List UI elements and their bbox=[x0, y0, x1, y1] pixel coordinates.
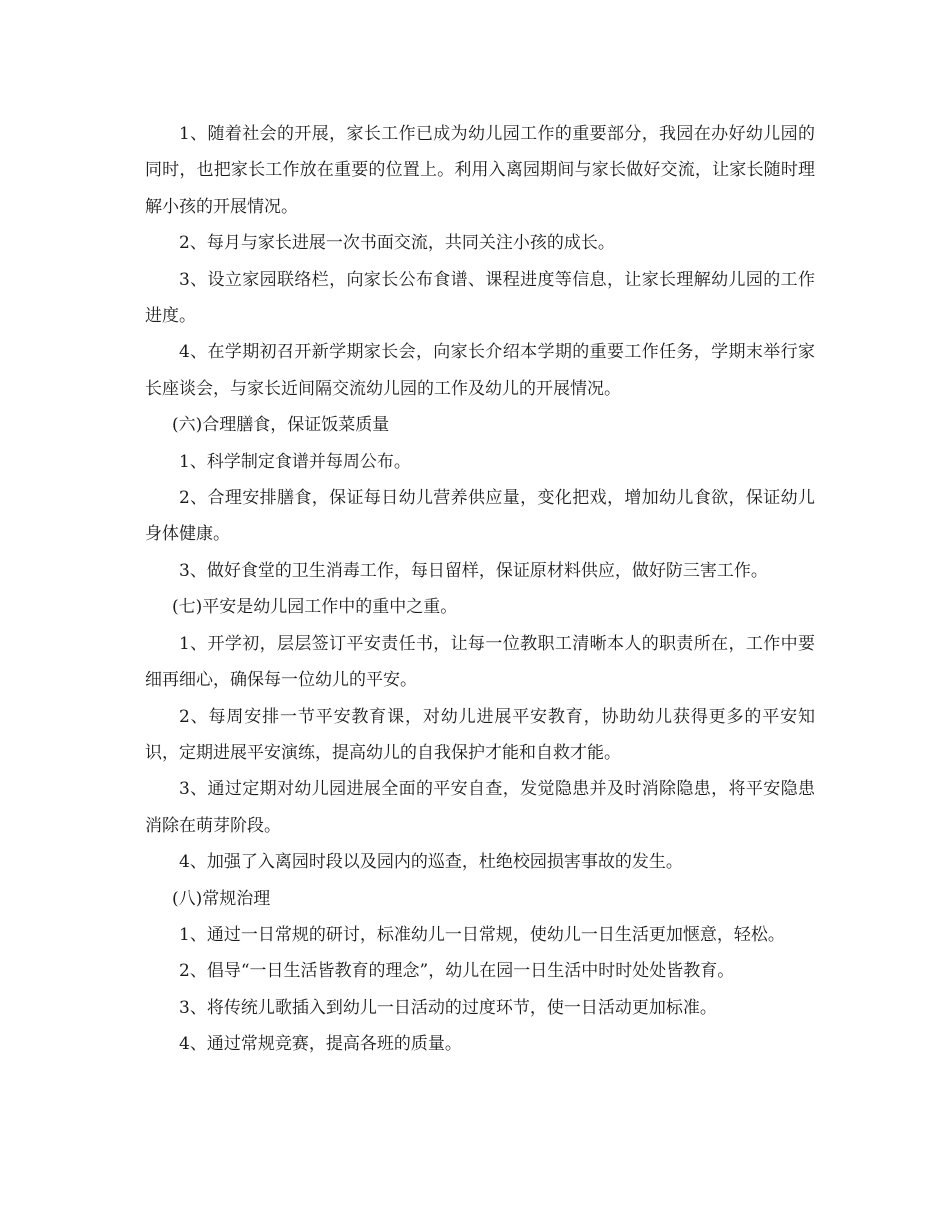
paragraph-safety-1: 1、开学初，层层签订平安责任书，让每一位教职工清晰本人的职责所在，工作中要细再细心，确保每一位幼儿的平安。 bbox=[145, 633, 815, 691]
paragraph-diet-1: 1、科学制定食谱并每周公布。 bbox=[179, 451, 411, 472]
paragraph-routine-2: 2、倡导“一日生活皆教育的理念”，幼儿在园一日生活中时时处处皆教育。 bbox=[179, 961, 735, 982]
paragraph-safety-2: 2、每周安排一节平安教育课，对幼儿进展平安教育，协助幼儿获得更多的平安知识，定期进展平安演练，提高幼儿的自我保护才能和自救才能。 bbox=[145, 706, 815, 763]
paragraph-family-work-3: 3、设立家园联络栏，向家长公布食谱、课程进度等信息，让家长理解幼儿园的工作进度。 bbox=[145, 269, 815, 327]
paragraph-diet-2: 2、合理安排膳食，保证每日幼儿营养供应量，变化把戏，增加幼儿食欲，保证幼儿身体健康。 bbox=[145, 488, 815, 545]
paragraph-family-work-1: 1、随着社会的开展，家长工作已成为幼儿园工作的重要部分，我园在办好幼儿园的同时，也把家长工作放在重要的位置上。利用入离园期间与家长做好交流，让家长随时理解小孩的开展情况。 bbox=[145, 124, 815, 217]
paragraph-diet-3: 3、做好食堂的卫生消毒工作，每日留样，保证原材料供应，做好防三害工作。 bbox=[179, 560, 768, 581]
paragraph-safety-3: 3、通过定期对幼儿园进展全面的平安自查，发觉隐患并及时消除隐患，将平安隐患消除在萌芽阶段。 bbox=[145, 779, 815, 836]
section-heading-safety: (七)平安是幼儿园工作中的重中之重。 bbox=[172, 597, 458, 618]
section-heading-diet: (六)合理膳食，保证饭菜质量 bbox=[172, 415, 390, 436]
section-heading-routine: (八)常规治理 bbox=[172, 888, 271, 909]
paragraph-routine-3: 3、将传统儿歌插入到幼儿一日活动的过度环节，使一日活动更加标准。 bbox=[179, 997, 717, 1018]
paragraph-routine-1: 1、通过一日常规的研讨，标准幼儿一日常规，使幼儿一日生活更加惬意，轻松。 bbox=[179, 924, 785, 945]
document-body bbox=[145, 116, 815, 1063]
paragraph-family-work-2: 2、每月与家长进展一次书面交流，共同关注小孩的成长。 bbox=[179, 233, 615, 254]
paragraph-safety-4: 4、加强了入离园时段以及园内的巡查，杜绝校园损害事故的发生。 bbox=[179, 852, 683, 873]
paragraph-family-work-4: 4、在学期初召开新学期家长会，向家长介绍本学期的重要工作任务，学期末举行家长座谈会，与家长近间隔交流幼儿园的工作及幼儿的开展情况。 bbox=[145, 342, 815, 399]
paragraph-routine-4: 4、通过常规竞赛，提高各班的质量。 bbox=[179, 1034, 462, 1055]
